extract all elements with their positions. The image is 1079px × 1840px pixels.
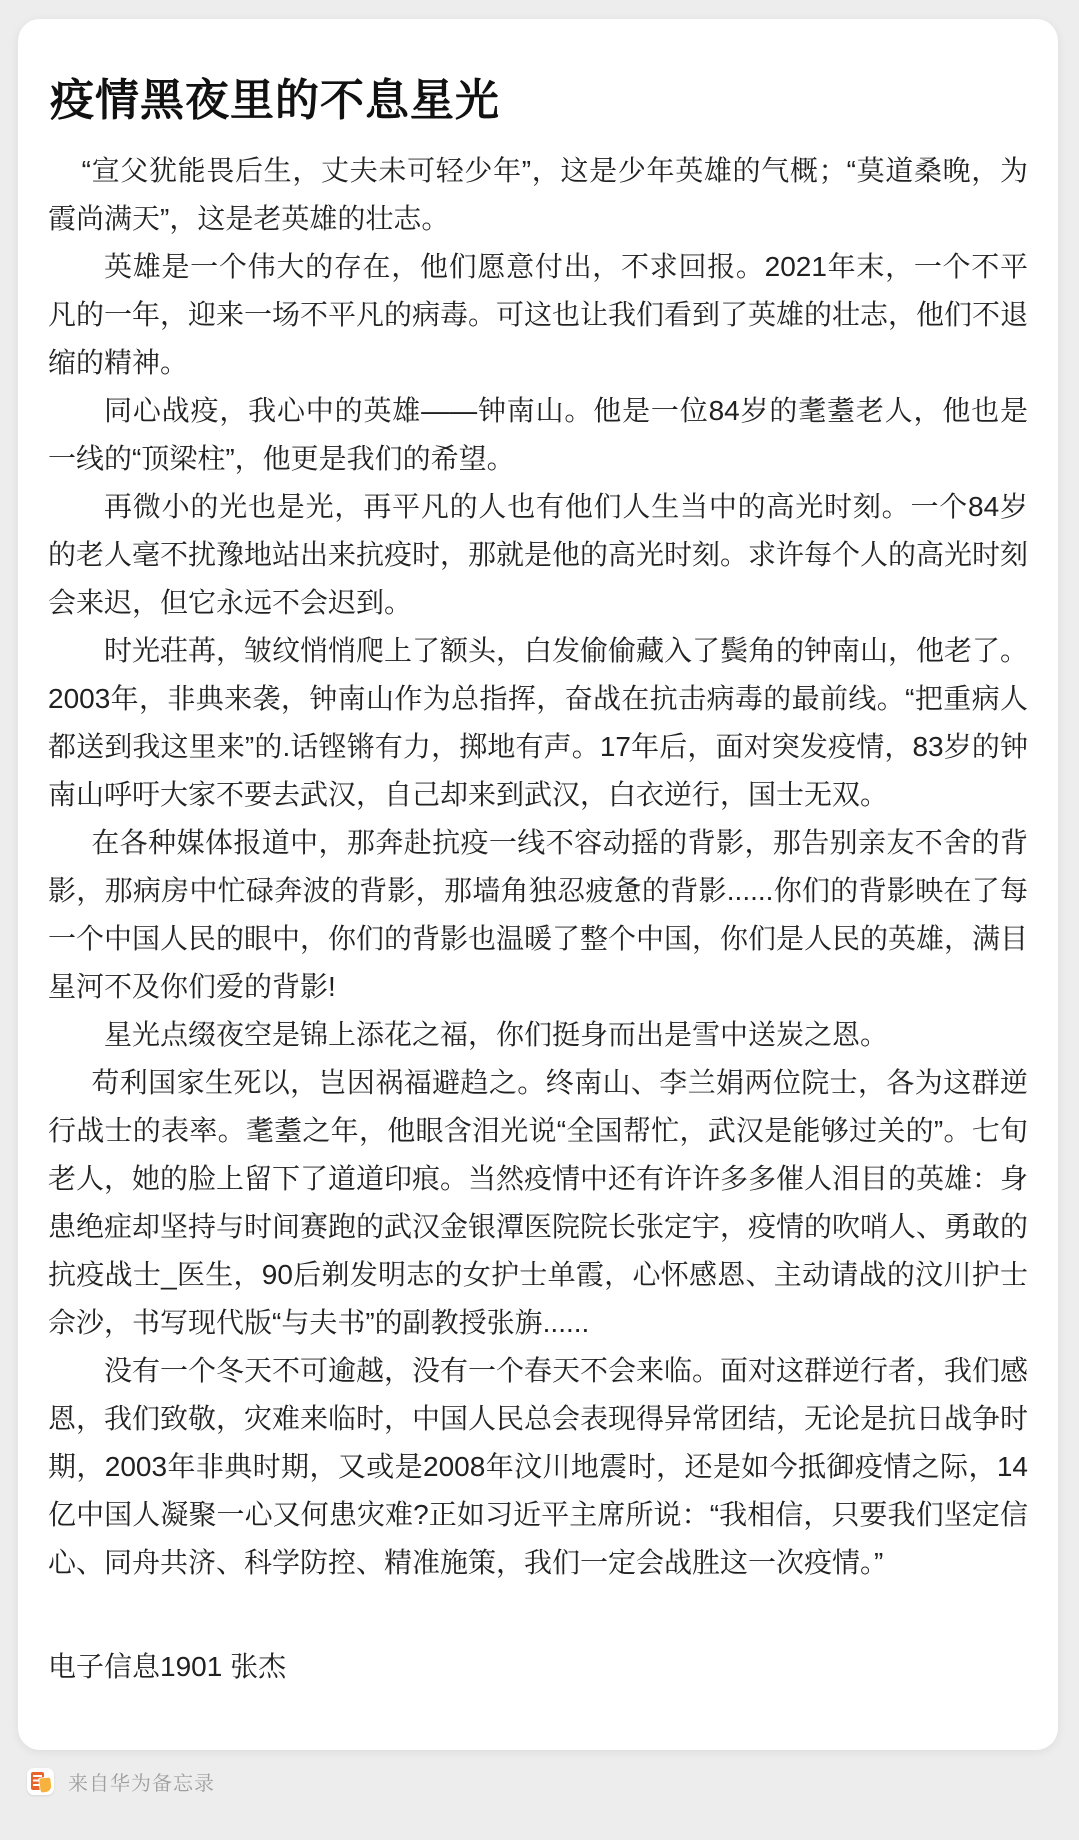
paragraph: 没有一个冬天不可逾越，没有一个春天不会来临。面对这群逆行者，我们感恩，我们致敬，灾难来临时，中国人民总会表现得异常团结，无论是抗日战争时期，2003年非典时期，又或是2008年汶川地震时，还是如今抵御疫情之际，14亿中国人凝聚一心又何患灾难?正如习近平主席所说：“我相信，只要我们坚定信心、同舟共济、科学防控、精准施策，我们一定会战胜这一次疫情。” [48,1355,1029,1578]
note-body [48,147,1028,1587]
paragraph: 在各种媒体报道中，那奔赴抗疫一线不容动摇的背影，那告别亲友不舍的背影，那病房中忙碌奔波的背影，那墙角独忍疲惫的背影......你们的背影映在了每一个中国人民的眼中，你们的背影也温暖了整个中国，你们是人民的英雄，满目星河不及你们爱的背影! [48,827,1029,1002]
paragraph: 英雄是一个伟大的存在，他们愿意付出，不求回报。2021年末，一个不平凡的一年，迎来一场不平凡的病毒。可这也让我们看到了英雄的壮志，他们不退缩的精神。 [48,251,1029,378]
paragraph: 时光荘苒，皱纹悄悄爬上了额头，白发偷偷藏入了鬓角的钟南山，他老了。2003年，非典来袭，钟南山作为总指挥，奋战在抗击病毒的最前线。“把重病人都送到我这里来”的.话铿锵有力，掷地有声。17年后，面对突发疫情，83岁的钟南山呼吁大家不要去武汉，自己却来到武汉，白衣逆行，国士无双。 [48,635,1029,810]
paragraph: 再微小的光也是光，再平凡的人也有他们人生当中的高光时刻。一个84岁的老人毫不扰豫地站出来抗疫时，那就是他的高光时刻。求许每个人的高光时刻会来迟，但它永远不会迟到。 [48,491,1029,618]
paragraph: 苟利国家生死以，岂因祸福避趋之。终南山、李兰娟两位院士，各为这群逆行战士的表率。耄耋之年，他眼含泪光说“全国帮忙，武汉是能够过关的”。七旬老人，她的脸上留下了道道印痕。当然疫情中还有许许多多催人泪目的英雄：身患绝症却坚持与时间赛跑的武汉金银潭医院院长张定宇，疫情的吹哨人、勇敢的抗疫战士_医生，90后剃发明志的女护士单霞，心怀感恩、主动请战的汶川护士佘沙，书写现代版“与夫书”的副教授张旃...... [48,1067,1029,1338]
page-shape [39,1777,52,1792]
source-footer [27,1767,215,1796]
note-card [18,19,1058,1750]
paragraph: “宣父犹能畏后生，丈夫未可轻少年”，这是少年英雄的气概；“莫道桑晚，为霞尚满天”，这是老英雄的壮志。 [48,155,1028,234]
paragraph: 星光点缀夜空是锦上添花之福，你们挺身而出是雪中送炭之恩。 [104,1019,889,1050]
signature: 电子信息1901 张杰 [48,1651,287,1682]
note-title: 疫情黑夜里的不息星光 [50,76,500,125]
paragraph: 同心战疫，我心中的英雄——钟南山。他是一位84岁的耄耋老人，他也是一线的“顶梁柱”，他更是我们的希望。 [48,395,1028,474]
source-label: 来自华为备忘录 [68,1773,215,1795]
huawei-notes-icon [27,1768,54,1795]
